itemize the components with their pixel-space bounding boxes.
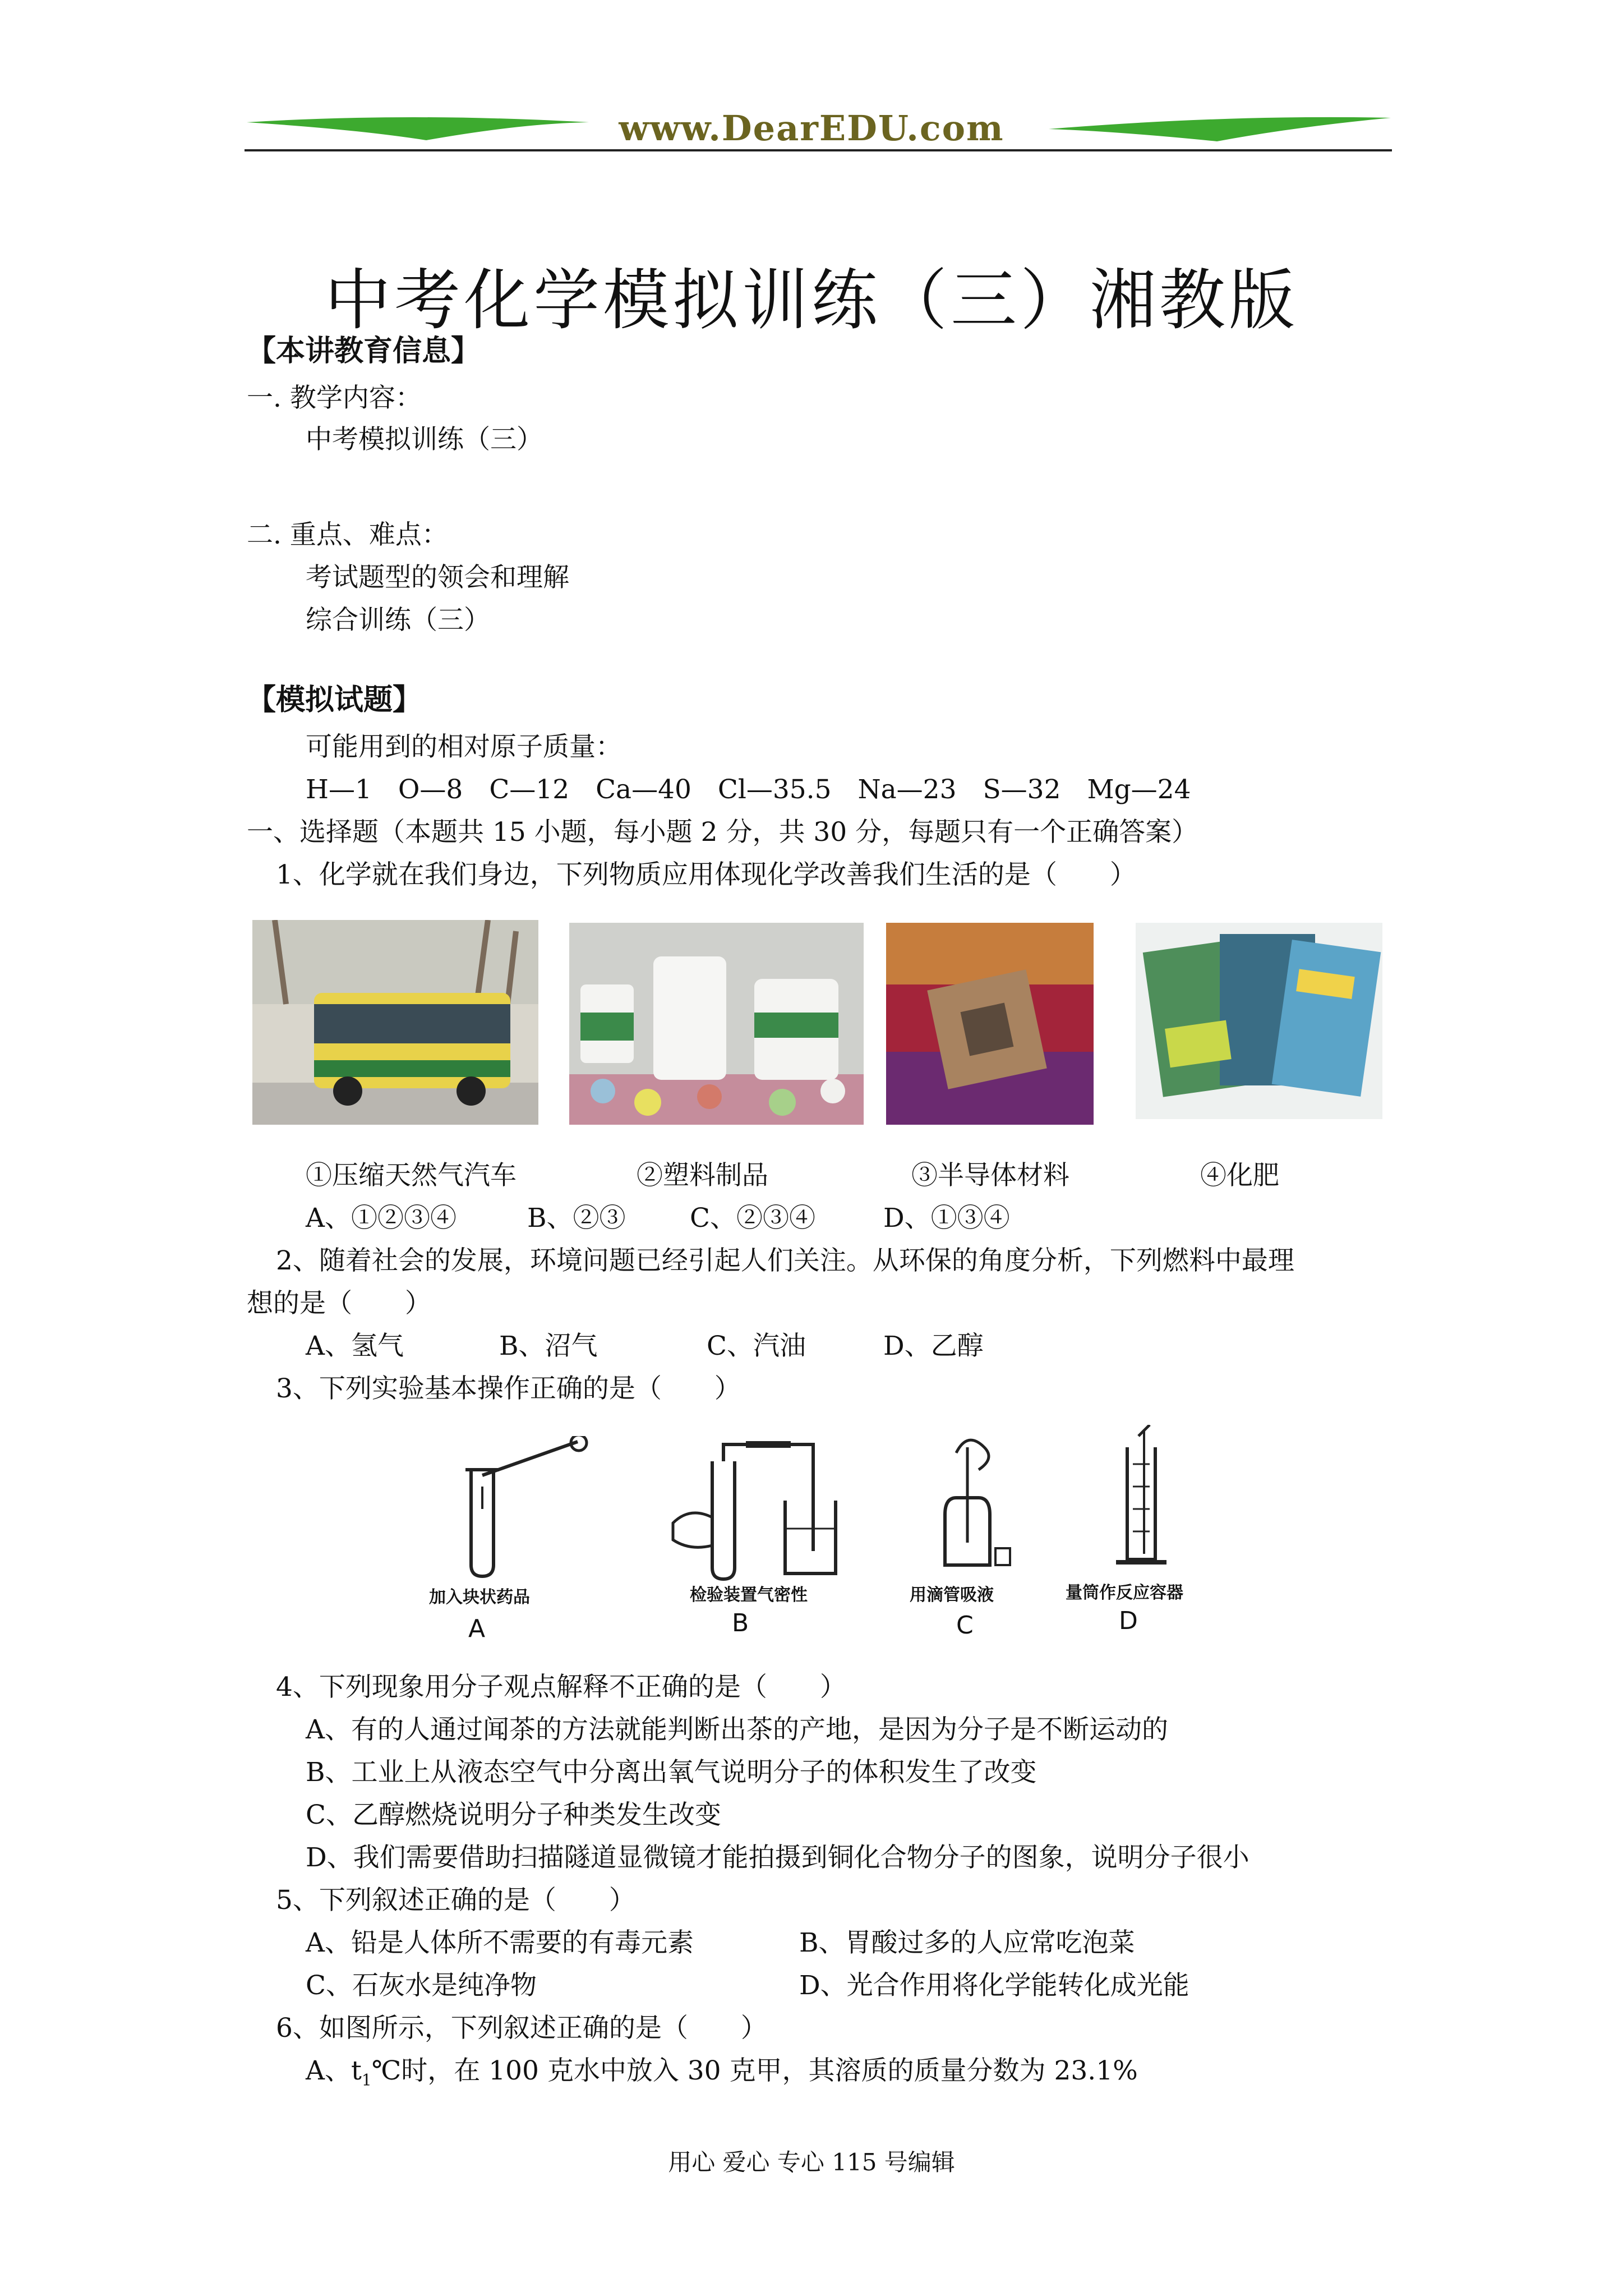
q1-caption-2: ②塑料制品 <box>637 1160 768 1191</box>
q4-option-a: A、有的人通过闻茶的方法就能判断出茶的产地，是因为分子是不断运动的 <box>306 1714 1168 1745</box>
apparatus-d-graduated-cylinder <box>1099 1425 1189 1571</box>
item-teaching-content: 一. 教学内容： <box>247 383 422 413</box>
key-point-line2: 综合训练（三） <box>306 605 490 636</box>
fertilizer-image <box>1136 923 1382 1119</box>
atomic-mass-list: H—1 O—8 C—12 Ca—40 Cl—35.5 Na—23 S—32 Mg—24 <box>306 774 1191 805</box>
q6-option-a-pre: A、t <box>306 2055 362 2086</box>
apparatus-c-dropper <box>928 1430 1018 1576</box>
header-rule <box>245 149 1392 151</box>
atomic-mass-intro: 可能用到的相对原子质量： <box>306 731 622 762</box>
q4-option-b: B、工业上从液态空气中分离出氧气说明分子的体积发生了改变 <box>306 1757 1037 1788</box>
site-logo[interactable]: www.DearEDU.com <box>619 108 1004 149</box>
q2-option-b: B、沼气 <box>499 1331 598 1361</box>
section-heading-mock: 【模拟试题】 <box>247 683 422 717</box>
q2-stem-line2: 想的是（ ） <box>247 1288 431 1319</box>
q3-label-b: 检验装置气密性 <box>690 1585 808 1605</box>
q1-stem: 1、化学就在我们身边，下列物质应用体现化学改善我们生活的是（ ） <box>276 859 1136 890</box>
q3-letter-a: A <box>468 1614 486 1643</box>
apparatus-a-test-tube <box>454 1436 600 1582</box>
item-key-points: 二. 重点、难点： <box>247 519 448 550</box>
part1-heading: 一、选择题（本题共 15 小题，每小题 2 分，共 30 分，每题只有一个正确答案） <box>247 817 1198 848</box>
q3-letter-b: B <box>732 1609 749 1637</box>
q4-option-c: C、乙醇燃烧说明分子种类发生改变 <box>306 1800 721 1830</box>
semiconductor-image <box>886 923 1094 1125</box>
key-point-line1: 考试题型的领会和理解 <box>306 562 569 593</box>
q3-label-a: 加入块状药品 <box>429 1588 530 1607</box>
q4-option-d: D、我们需要借助扫描隧道显微镜才能拍摄到铜化合物分子的图象，说明分子很小 <box>306 1842 1249 1873</box>
q1-option-a: A、①②③④ <box>306 1203 457 1234</box>
q1-caption-4: ④化肥 <box>1200 1160 1279 1191</box>
q2-stem-line1: 2、随着社会的发展，环境问题已经引起人们关注。从环保的角度分析，下列燃料中最理 <box>276 1245 1294 1276</box>
q3-stem: 3、下列实验基本操作正确的是（ ） <box>276 1373 741 1404</box>
q3-label-d: 量筒作反应容器 <box>1066 1583 1183 1603</box>
q3-label-c: 用滴管吸液 <box>910 1585 994 1605</box>
plastic-products-image <box>569 923 864 1125</box>
q5-stem: 5、下列叙述正确的是（ ） <box>276 1885 635 1916</box>
q5-option-a: A、铅是人体所不需要的有毒元素 <box>306 1927 694 1958</box>
q1-option-c: C、②③④ <box>690 1203 815 1234</box>
teaching-content-text: 中考模拟训练（三） <box>306 424 543 455</box>
section-heading-info: 【本讲教育信息】 <box>247 334 481 368</box>
bus-image <box>252 920 538 1125</box>
q5-option-c: C、石灰水是纯净物 <box>306 1970 537 2001</box>
q1-caption-3: ③半导体材料 <box>911 1160 1069 1191</box>
q4-stem: 4、下列现象用分子观点解释不正确的是（ ） <box>276 1672 846 1703</box>
apparatus-b-airtightness <box>667 1439 847 1582</box>
q2-option-d: D、乙醇 <box>883 1331 984 1361</box>
q1-caption-1: ①压缩天然气汽车 <box>306 1160 517 1191</box>
q6-stem: 6、如图所示，下列叙述正确的是（ ） <box>276 2013 767 2044</box>
page-title: 中考化学模拟训练（三）湘教版 <box>324 261 1298 339</box>
q1-option-b: B、②③ <box>527 1203 626 1234</box>
q1-option-d: D、①③④ <box>883 1203 1010 1234</box>
q2-option-c: C、汽油 <box>707 1331 806 1361</box>
page-footer: 用心 爱心 专心 115 号编辑 <box>668 2148 955 2176</box>
q6-option-a-sub: 1 <box>361 2070 372 2090</box>
q3-letter-d: D <box>1119 1607 1138 1635</box>
q3-letter-c: C <box>956 1611 974 1640</box>
q6-option-a-post: ℃时，在 100 克水中放入 30 克甲，其溶质的质量分数为 23.1% <box>371 2055 1138 2086</box>
q5-option-d: D、光合作用将化学能转化成光能 <box>799 1970 1189 2001</box>
q2-option-a: A、氢气 <box>306 1331 404 1361</box>
q5-option-b: B、胃酸过多的人应常吃泡菜 <box>799 1927 1135 1958</box>
q6-option-a <box>306 2055 1138 2090</box>
